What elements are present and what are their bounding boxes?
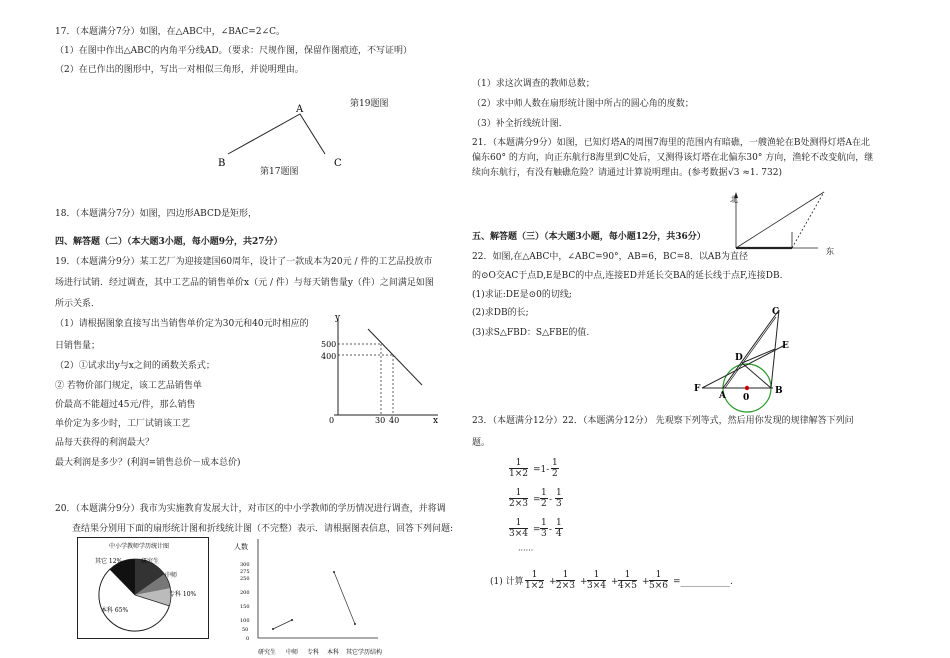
- eq3-minus: -: [549, 525, 553, 535]
- sum-frac-2: $\frac{1}{2\times 3}$: [556, 570, 575, 591]
- q18-text: 18．（本题满分7分）如图，四边形ABCD是矩形，: [55, 209, 258, 219]
- label-o: 0: [743, 393, 750, 403]
- sum-frac-5: $\frac{1}{5\times 6}$: [649, 570, 668, 591]
- q20-part1: （1）求这次调查的教师总数；: [472, 79, 595, 89]
- eq3-frac3: $\frac{1}{4}$: [556, 518, 562, 539]
- q19-part1a: （1）请根据图象直接写出当销售单价定为30元和40元时相应的: [55, 319, 309, 329]
- q19-line3: 所示关系．: [55, 299, 101, 309]
- section-5-heading: 五、解答题（三）（本大题3小题，每小题12分，共36分）: [472, 232, 706, 242]
- q22-line1: 22．如图,在△ABC中，∠ABC=90°，AB=6，BC=8．以AB为直径: [472, 252, 749, 262]
- label-a: A: [296, 104, 304, 115]
- tick-400: 400: [321, 352, 337, 361]
- q20-part3: （3）补全折线统计图．: [472, 119, 568, 129]
- plus-3: +: [611, 577, 619, 587]
- q17-title: 17．（本题满分7分）如图，在△ABC中，∠BAC=2∠C。: [55, 27, 286, 37]
- tick-40: 40: [389, 416, 400, 425]
- ytick-150: 150: [240, 604, 250, 610]
- ytick-200: 200: [240, 590, 250, 596]
- eq2-frac3: $\frac{1}{3}$: [556, 488, 562, 509]
- pie-label-benke: 本科 65%: [101, 607, 129, 614]
- label-c: C: [334, 158, 342, 169]
- q19-part2b: ② 若物价部门规定，该工艺品销售单: [55, 381, 202, 391]
- pie-label-graduate: 研究生: [141, 558, 160, 565]
- label-e: E: [782, 341, 789, 351]
- ytick-300: 300: [240, 562, 250, 568]
- ytick-0: 0: [246, 636, 250, 642]
- q22-part2: (2)求DB的长;: [472, 308, 529, 318]
- line-points: [272, 571, 356, 630]
- line-x-labels: [258, 648, 382, 656]
- label-b: B: [775, 386, 783, 396]
- line-point-graduate: [272, 628, 274, 630]
- q19-part2d: 单价定为多少时，工厂试销该工艺: [55, 419, 191, 429]
- q19-part2f: 最大利润是多少？(利润=销售总价－成本总价): [55, 458, 241, 468]
- xcat-benke: 本科: [327, 649, 340, 656]
- q19-line2: 场进行试销．经过调查，其中工艺品的销售单价x（元 / 件）与每天销售量y（件）之间满足如图: [55, 278, 434, 288]
- q19-part2a: （2）①试求出y与x之间的函数关系式；: [55, 361, 215, 371]
- q17-part1: （1）在图中作出△ABC的内角平分线AD。（要求：尺规作图，保留作图痕迹，不写证明）: [55, 46, 413, 56]
- xcat-other: 其它学历结构: [346, 649, 383, 656]
- tick-500: 500: [321, 340, 337, 349]
- ellipsis: ······: [518, 546, 534, 555]
- origin-label: 0: [329, 416, 335, 425]
- q22-figure: [690, 300, 800, 412]
- q21-line1: 21．（本题满分9分）如图，已知灯塔A的周围7海里的范围内有暗礁，一艘渔轮在B处测得灯塔A在北: [472, 138, 871, 148]
- eq2-frac: $\frac{1}{2\times 3}$: [509, 488, 528, 509]
- q21-sqrt: √3 ≈1. 732): [728, 168, 782, 178]
- q21-figure: [726, 188, 841, 258]
- eq1-frac: $\frac{1}{1\times 2}$: [509, 458, 528, 479]
- graph-x-label: x: [433, 416, 439, 426]
- q19-graph: [318, 315, 448, 430]
- line-point-other: [354, 623, 356, 625]
- q22-part1: (1)求证:DE是⊙0的切线;: [472, 290, 572, 300]
- ytick-100: 100: [240, 618, 250, 624]
- pie-label-zhuanke: 专科 10%: [169, 591, 197, 598]
- xcat-zhuanke: 专科: [307, 649, 320, 656]
- eq2-frac2: $\frac{1}{2}$: [541, 488, 547, 509]
- xcat-zhongshi: 中师: [286, 649, 299, 656]
- q19-part2c: 价最高不能超过45元/件，那么销售: [55, 400, 196, 410]
- pie-label-other: 其它 12%: [95, 558, 123, 565]
- q20-part2: （2）求中师人数在扇形统计图中所占的圆心角的度数；: [472, 99, 694, 109]
- line-point-zhongshi: [291, 619, 293, 621]
- line-chart: [228, 537, 388, 658]
- q22-part3: (3)求S△FBD：S△FBE的值.: [472, 328, 590, 338]
- plus-2: +: [580, 577, 588, 587]
- eq3-frac: $\frac{1}{3\times 4}$: [509, 518, 528, 539]
- q21-line2: 偏东60° 的方向，向正东航行8海里到C处后，又测得该灯塔在北偏东30° 方向，渔轮不改变航向，继: [472, 153, 874, 163]
- q20-line2: 查结果分别用下面的扇形统计图和折线统计图（不完整）表示．请根据图表信息，回答下列问题:: [72, 524, 454, 534]
- pie-label-zhongshi: 中师: [165, 572, 178, 579]
- q19-line1: 19．（本题满分9分）某工艺厂为迎接建国60周年，设计了一款成本为20元 / 件的工艺品投放市: [55, 257, 433, 267]
- label-b: B: [218, 158, 226, 169]
- label-f: F: [694, 384, 701, 394]
- label-c: C: [772, 307, 780, 317]
- sum-frac-1: $\frac{1}{1\times 2}$: [525, 570, 544, 591]
- line-point-benke: [333, 571, 335, 573]
- east-label: 东: [826, 247, 834, 256]
- xcat-graduate: 研究生: [258, 649, 277, 656]
- sum-equals-blank[interactable]: =___________.: [673, 577, 733, 587]
- q23-line2: 题。: [472, 438, 491, 448]
- graph-y-label: y: [335, 313, 341, 323]
- north-label: 北: [730, 195, 738, 204]
- line-y-ticks: [240, 562, 250, 642]
- q23-line1: 23．（本题满分12分）22．（本题满分12分） 先观察下列等式，然后用你发现的规律解答下列问: [472, 416, 854, 426]
- sum-frac-3: $\frac{1}{3\times 4}$: [587, 570, 606, 591]
- pie-chart: [77, 537, 209, 639]
- ytick-50: 50: [242, 627, 249, 633]
- q17-part2: （2）在已作出的图形中，写出一对相似三角形，并说明理由。: [55, 65, 304, 75]
- q21-line3: 续向东航行，有没有触礁危险？请通过计算说明理由。(参考数据: [472, 168, 728, 178]
- ytick-250: 250: [240, 576, 250, 582]
- q19-part1b: 日销售量；: [55, 341, 101, 351]
- plus-4: +: [642, 577, 650, 587]
- q22-line2: 的⊙O交AC于点D,E是BC的中点,连接ED并延长交BA的延长线于点F,连接DB.: [472, 271, 783, 281]
- ytick-275: 275: [240, 569, 250, 575]
- label-d: D: [735, 353, 743, 363]
- plus-1: +: [549, 577, 557, 587]
- eq3-frac2: $\frac{1}{3}$: [541, 518, 547, 539]
- line-y-label: 人数: [234, 543, 248, 551]
- fig19-caption: 第19题图: [350, 99, 389, 109]
- eq2-minus: -: [549, 495, 553, 505]
- eq1-frac2: $\frac{1}{2}$: [552, 458, 558, 479]
- eq3-mid: =: [533, 525, 541, 535]
- section-4-heading: 四、解答题（二）（本大题3小题，每小题9分，共27分）: [55, 237, 283, 247]
- sum-frac-4: $\frac{1}{4\times 5}$: [618, 570, 637, 591]
- tick-30: 30: [375, 416, 386, 425]
- eq2-mid: =: [533, 495, 541, 505]
- q20-line1: 20．（本题满分9分）我市为实施教育发展大计，对市区的中小学教师的学历情况进行调查，并将调: [55, 504, 446, 514]
- q19-part2e: 品每天获得的利润最大？: [55, 438, 155, 448]
- pie-title: 中小学教师学历统计图: [109, 543, 170, 550]
- q23-part1-label: (1) 计算: [490, 577, 524, 587]
- eq1-mid: =1-: [533, 465, 550, 475]
- label-a: A: [719, 391, 726, 401]
- fig17-caption: 第17题图: [260, 167, 299, 177]
